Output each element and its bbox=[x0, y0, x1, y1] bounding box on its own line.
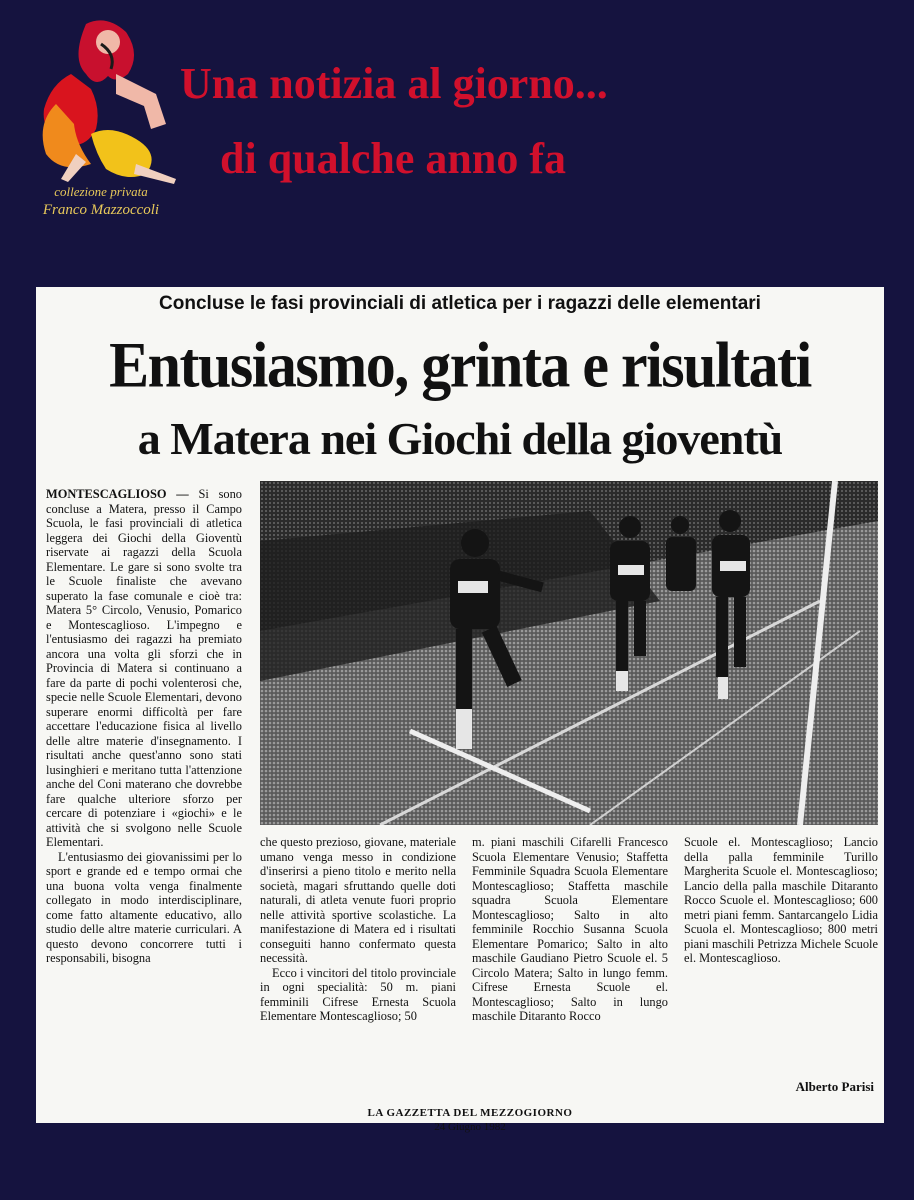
article-paragraph: Scuole el. Montescaglioso; Lancio della palla femminile Turillo Margherita Scuole el. Montescaglioso; Lancio della palla maschile Ditaranto Rocco Scuole el. Montescaglioso; 600 metri piani femm. Santarcangelo Lidia Scuola el. Montescaglioso; 800 metri piani maschili Petrizza Michele Scuole el. Montescaglioso. bbox=[684, 835, 878, 965]
article-paragraph: che questo prezioso, giovane, materiale umano venga messo in condizione d'inserirsi a pieno titolo e merito nella società, magari sfruttando quelle doti naturali, di atleta venute fuori proprio nelle attività sportive scolastiche. La manifestazione di Matera ed i risultati conseguiti hanno confermato questa necessità. bbox=[260, 835, 456, 965]
article-paragraph: Ecco i vincitori del titolo provinciale in ogni specialità: 50 m. piani femminili Cifrese Ernesta Scuola Elementare Montescaglioso; 50 bbox=[260, 965, 456, 1023]
article-column-1 bbox=[46, 487, 242, 1093]
article-kicker: Concluse le fasi provinciali di atletica per i ragazzi delle elementari bbox=[159, 293, 761, 314]
article-paragraph: Si sono concluse a Matera, presso il Campo Scuola, le fasi provinciali di atletica leggera dei Giochi della Gioventù riservate ai ragazzi della Scuola Elementare. Le gare si sono svolte tra le Scuole finaliste che avevano superato la fase comunale e cioè tra: Matera 5° Circolo, Venusio, Pomarico e Montescaglioso. L'impegno e l'entusiasmo dei ragazzi ha premiato ancora una volta gli sforzi che in Provincia di Matera si continuano a fare da parte di pochi volenterosi che, specie nelle Scuole Elementari, devono superare enormi difficoltà per fare accettare l'educazione fisica al livello delle altre materie d'insegnamento. I risultati anche quest'anno sono stati lusinghieri e meritano tutta l'attenzione anche del Coni materano che dovrebbe fare qualche ulteriore sforzo per cercare di potenziare i «giochi» e le attività che si svolgono nelle Scuole Elementari. bbox=[46, 487, 242, 849]
page-title-line2: di qualche anno fa bbox=[220, 134, 566, 183]
page-title-line1: Una notizia al giorno... bbox=[180, 59, 608, 108]
article-dateline: MONTESCAGLIOSO — bbox=[46, 487, 189, 501]
collection-logo bbox=[16, 14, 186, 224]
article-column-4 bbox=[684, 835, 878, 1097]
runners-photo-icon bbox=[260, 481, 878, 825]
logo-caption-collection: collezione privata bbox=[54, 184, 148, 199]
dancer-figure-icon bbox=[16, 14, 186, 184]
article-paragraph: m. piani maschili Cifarelli Francesco Scuola Elementare Venusio; Staffetta Femminile Squadra Scuola Elementare Montescaglioso; Staffetta maschile squadra Scuola Elementare Montescaglioso; Salto in alto femminile Rocchio Susanna Scuola Elementare Pomarico; Salto in alto maschile Gaudiano Pietro Scuole el. 5 Circolo Matera; Salto in lungo femm. Cifrese Ernesta Scuole el. Montescaglioso; Salto in lungo maschile Ditaranto Rocco bbox=[472, 835, 668, 1023]
article-column-3 bbox=[472, 835, 668, 1097]
article-byline: Alberto Parisi bbox=[795, 1079, 874, 1094]
newspaper-clipping bbox=[36, 287, 884, 1133]
article-column-2 bbox=[260, 835, 456, 1097]
publication-date: 24 Giugno 1982 bbox=[434, 1121, 506, 1133]
article-headline-main: Entusiasmo, grinta e risultati bbox=[109, 329, 811, 401]
article-paragraph: L'entusiasmo dei giovanissimi per lo sport e grande ed e tempo ormai che una buona volta venga finalmente collegato in modo interdisciplinare, come fatto altamente educativo, allo studio delle altre materie curriculari. A questo devono concorrere tutti i responsabili, bisogna bbox=[46, 849, 242, 965]
logo-caption-owner: Franco Mazzoccoli bbox=[42, 202, 160, 218]
newspaper-masthead: LA GAZZETTA DEL MEZZOGIORNO bbox=[367, 1107, 573, 1119]
article-headline-sub: a Matera nei Giochi della gioventù bbox=[137, 413, 783, 464]
